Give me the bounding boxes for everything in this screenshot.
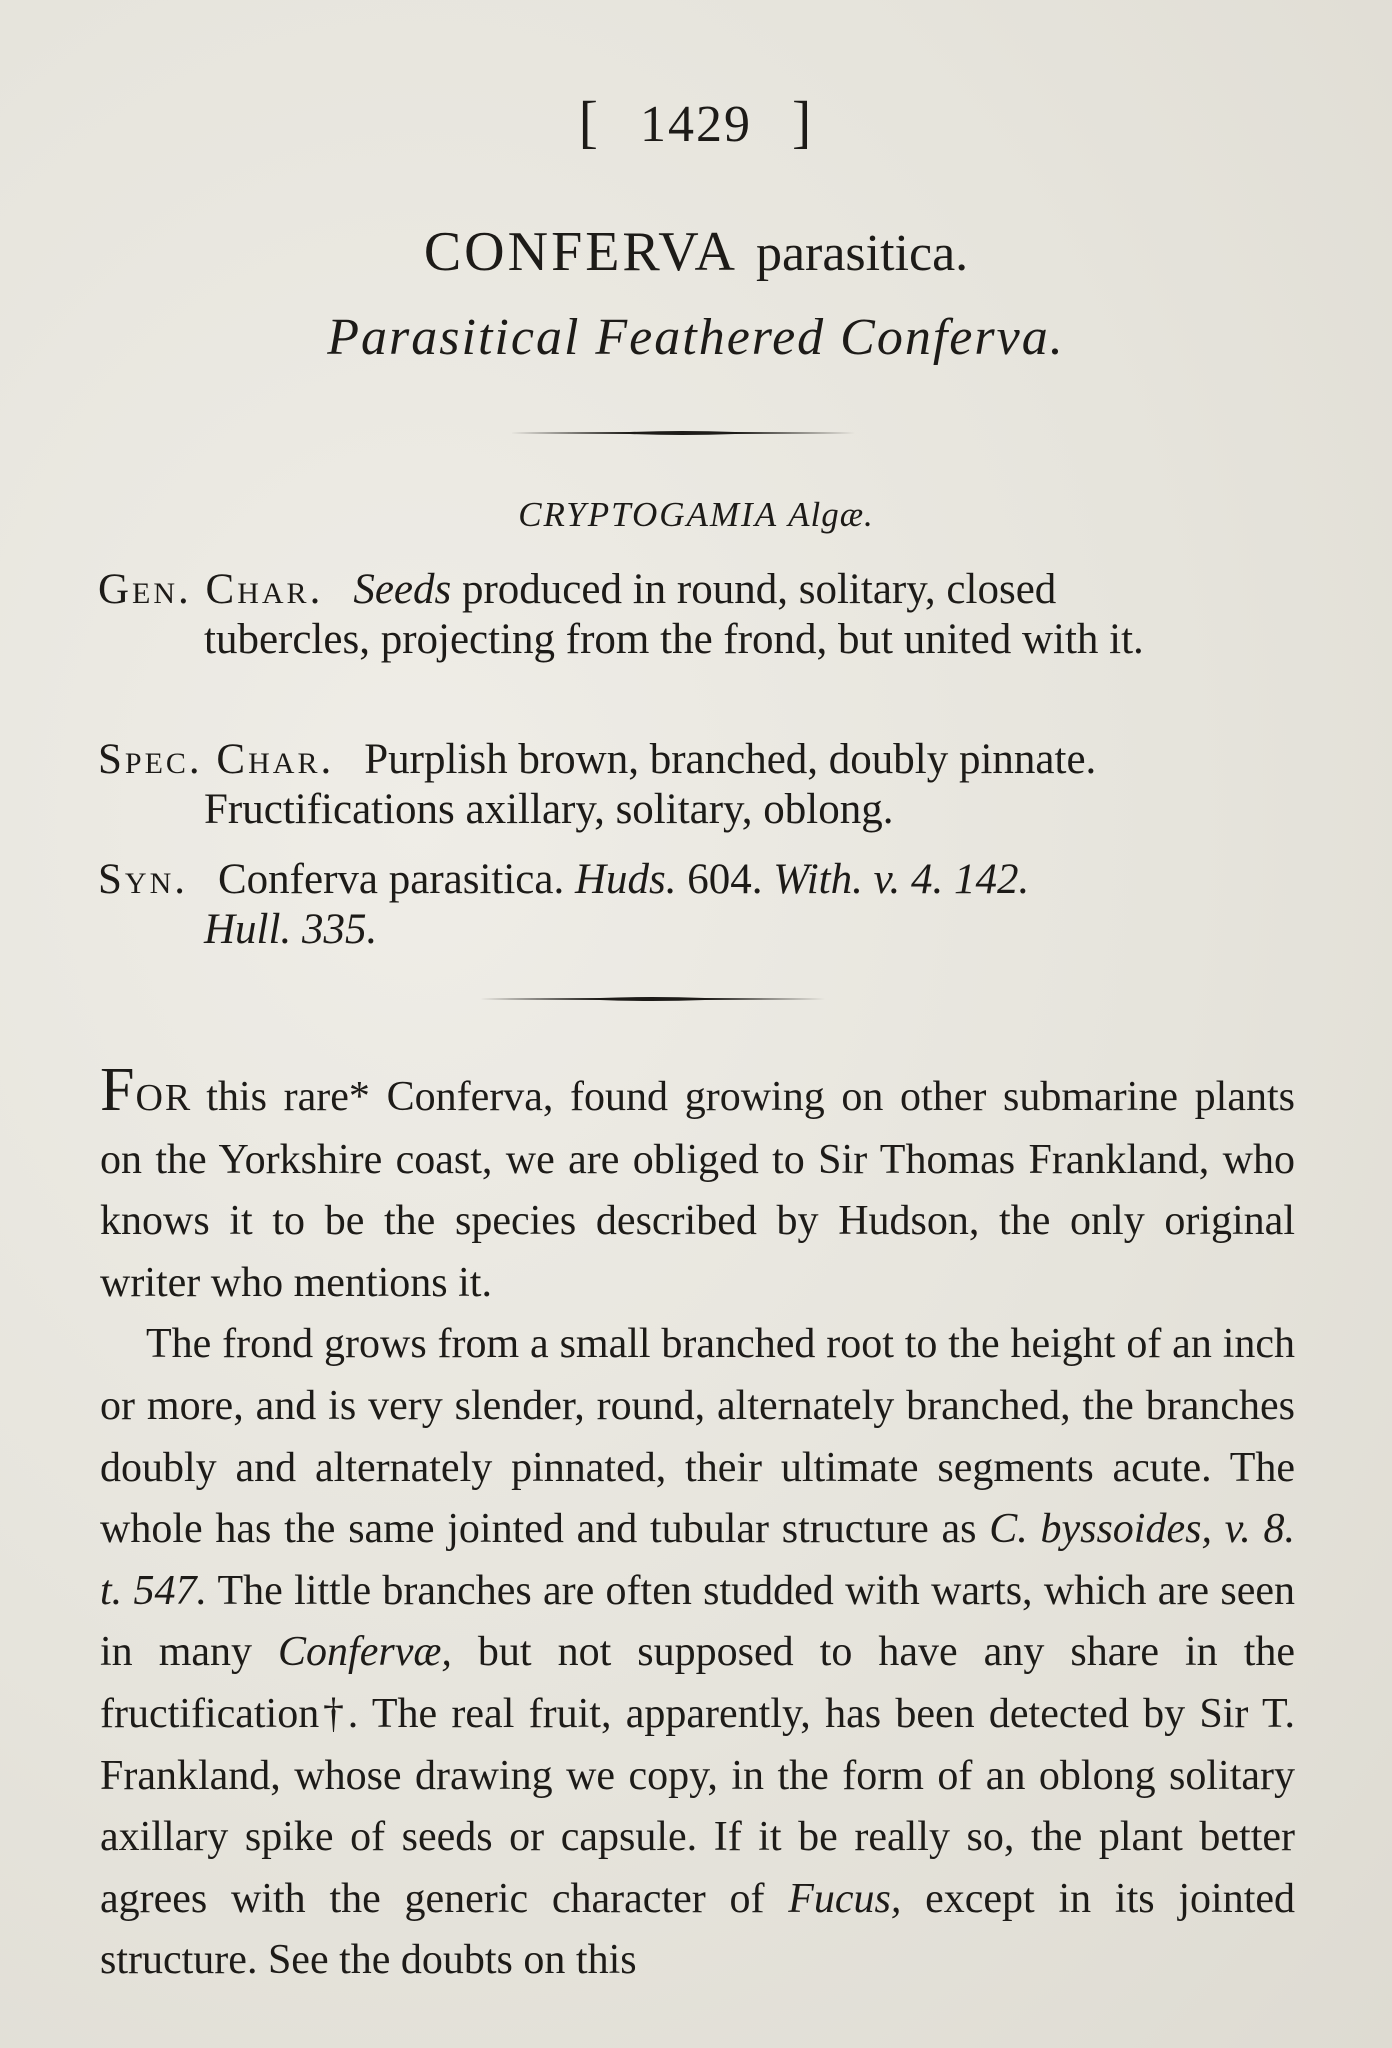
syn-ref2: With. v. 4. 142. [773, 856, 1030, 903]
title-genus: CONFERVA [423, 221, 738, 283]
classification [0, 495, 1392, 535]
paragraph-2-text-c: but not supposed to have any share in the fructification†. The real fruit, apparently, has been detected by Sir T. Frankland, whose drawing we copy, in the form of an oblong solitary axillary spike of seeds or capsule. If it be really so, the plant better agrees with the generic character of [100, 1629, 1295, 1922]
bracket-left: [ [578, 89, 600, 154]
description-text [100, 1056, 1296, 1992]
spec-char-line1: Purplish brown, branched, doubly pinnate. [364, 736, 1097, 783]
paragraph-2-text-d: except in its jointed structure. See the doubts on this [100, 1875, 1296, 1984]
syn-ref1-author: Huds. [574, 856, 677, 903]
gen-char-label: Gen. Char. [98, 566, 324, 613]
syn-ref3: Hull. 335. [204, 906, 378, 953]
paragraph-2-reference: C. byssoides, v. 8. t. 547. [100, 1506, 1295, 1614]
gen-char-term: Seeds [353, 566, 452, 613]
paragraph-2 [100, 1314, 1295, 1992]
ornamental-rule-bottom [480, 996, 825, 1002]
gen-char-line1: produced in round, solitary, closed [451, 566, 1057, 613]
syn-label: Syn. [98, 856, 188, 903]
syn-name: Conferva parasitica. [218, 856, 565, 903]
drop-cap-smallcaps: OR [135, 1077, 193, 1119]
synonymy [98, 855, 1268, 955]
paragraph-2-fucus: Fucus, [788, 1875, 902, 1922]
drop-cap: F [100, 1056, 136, 1124]
title-species: parasitica. [755, 225, 969, 282]
generic-character [98, 565, 1268, 665]
bracket-right: ] [792, 89, 814, 154]
spec-char-label: Spec. Char. [98, 736, 335, 783]
paragraph-1 [100, 1056, 1295, 1314]
classification-order: Algæ. [788, 495, 874, 534]
species-title [0, 220, 1392, 284]
page-number-value: 1429 [640, 96, 752, 153]
page-number [0, 88, 1392, 155]
classification-class: CRYPTOGAMIA [518, 495, 779, 534]
ornamental-rule-top [510, 430, 855, 436]
paragraph-1-text: this rare* Conferva, found growing on other submarine plants on the Yorkshire coast, we are obliged to Sir Thomas Frankland, who knows it to be the species described by Hudson, the only original writer who mentions it. [100, 1074, 1295, 1306]
gen-char-rest: tubercles, projecting from the frond, but united with it. [204, 616, 1144, 663]
syn-ref1-page: 604. [676, 856, 763, 903]
spec-char-rest: Fructifications axillary, solitary, oblong. [204, 786, 894, 833]
common-name: Parasitical Feathered Conferva. [327, 309, 1065, 366]
paragraph-2-text-a: The frond grows from a small branched root to the height of an inch or more, and is very slender, round, alternately branched, the branches doubly and alternately pinnated, their ultimate segments acute. The whole has the same jointed and tubular structure as [100, 1321, 1295, 1553]
specific-character [98, 735, 1268, 835]
paragraph-2-text-b: The little branches are often studded with warts, which are seen in many [100, 1567, 1296, 1676]
paragraph-2-confervae: Confervæ, [278, 1629, 452, 1676]
